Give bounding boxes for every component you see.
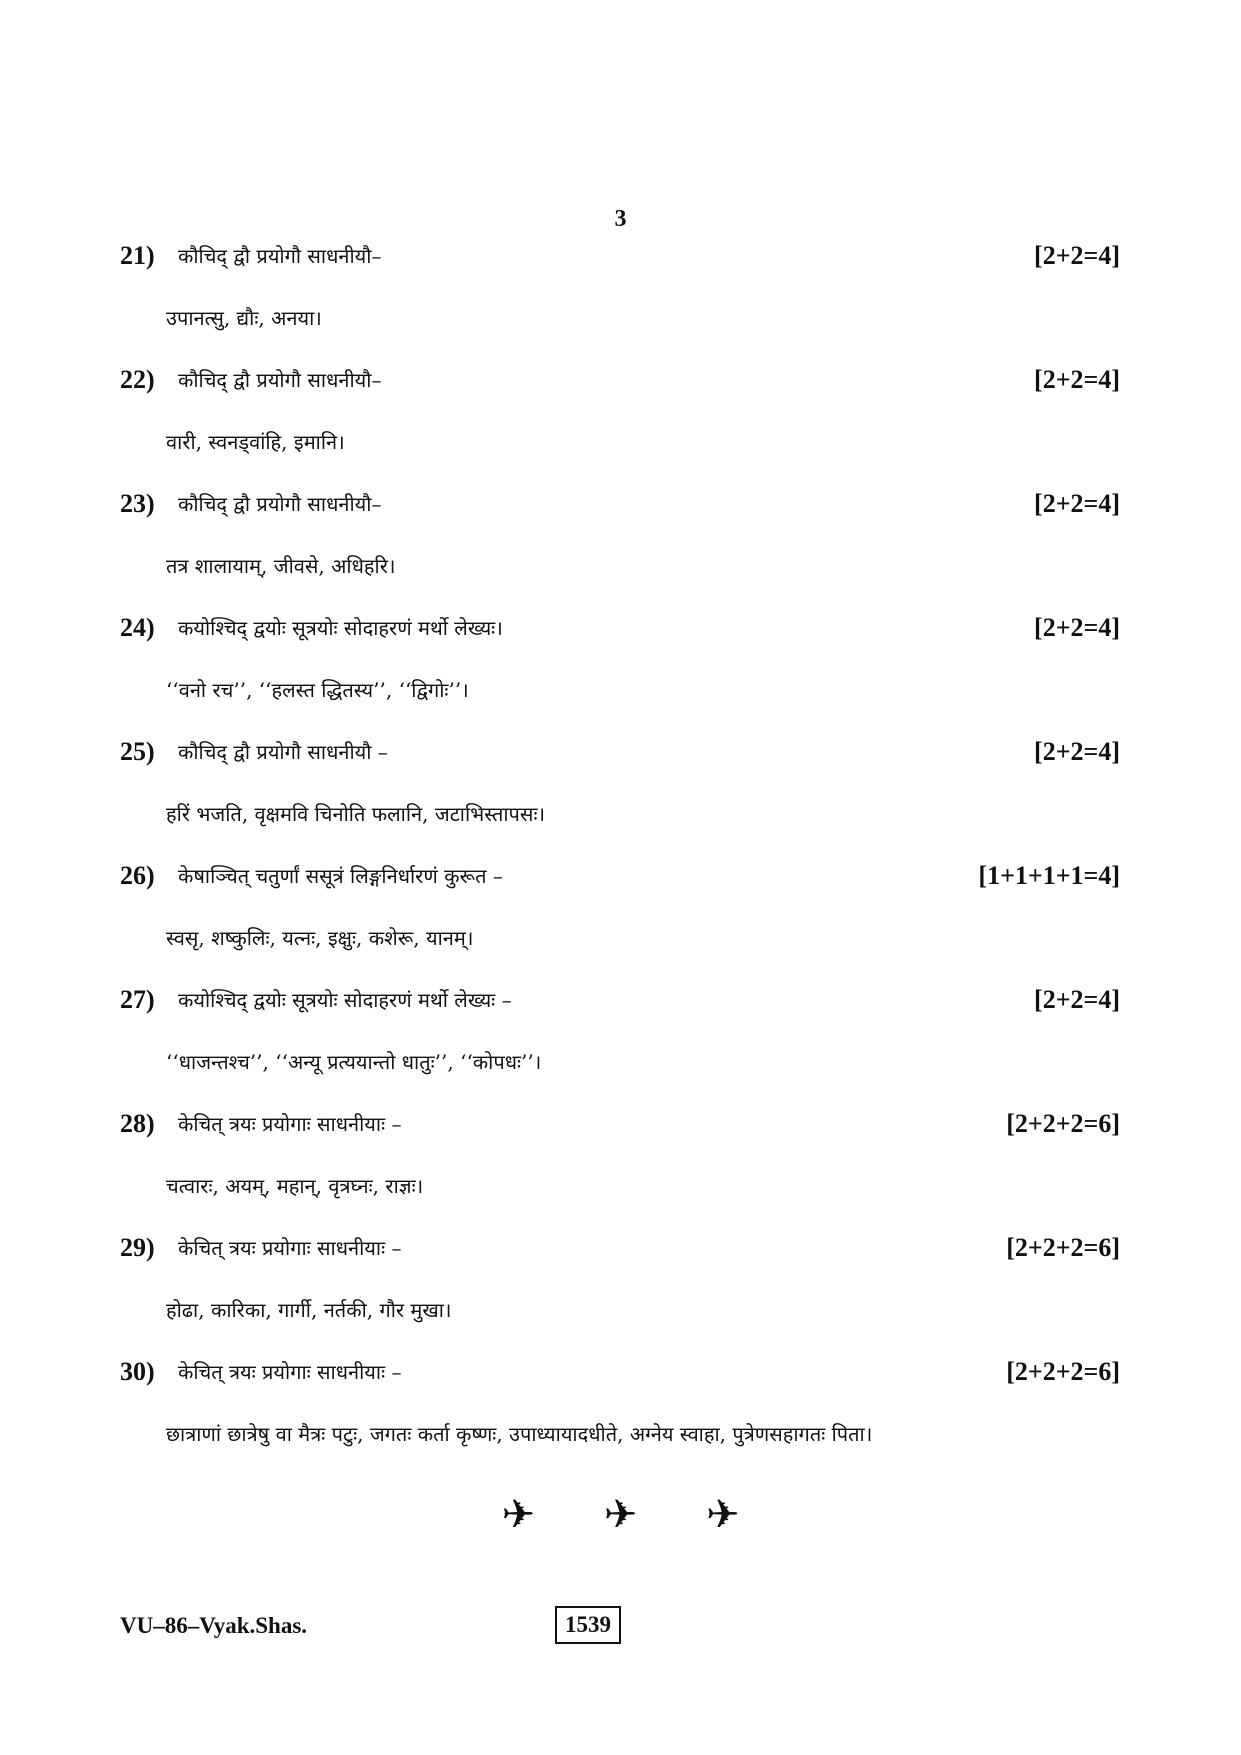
question-items: छात्राणां छात्रेषु वा मैत्रः पटुः, जगतः कर्ता कृष्णः, उपाध्यायादधीते, अग्नेय स्वाहा, पुत्रेणसहागतः पिता। [166,1422,873,1446]
question-27 [120,980,1120,1104]
question-marks: [2+2+2=6] [1006,1357,1120,1386]
question-22 [120,360,1120,484]
question-number: 26) [120,861,155,890]
question-items: ‘‘वनो रच’’, ‘‘हलस्त द्धितस्य’’, ‘‘द्विगोः’’। [166,678,469,702]
question-28 [120,1104,1120,1228]
question-26 [120,856,1120,980]
question-items: होढा, कारिका, गार्गी, नर्तकी, गौर मुखा। [166,1298,452,1322]
question-marks: [2+2=4] [1034,613,1120,642]
airplane-icon: ✈ [603,1492,638,1538]
question-25 [120,732,1120,856]
question-items: वारी, स्वनड्वांहि, इमानि। [166,430,345,454]
question-marks: [2+2=4] [1034,985,1120,1014]
question-number: 23) [120,489,155,518]
end-of-paper-marks [0,1490,1241,1540]
question-21 [120,236,1120,360]
question-text: कौचिद् द्वौ प्रयोगौ साधनीयौ – [178,740,388,764]
question-number: 25) [120,737,155,766]
question-text: कौचिद् द्वौ प्रयोगौ साधनीयौ– [178,368,382,392]
question-text: कयोश्चिद् द्वयोः सूत्रयोः सोदाहरणं मर्थो लेख्यः – [178,988,512,1012]
question-marks: [2+2=4] [1034,241,1120,270]
question-items: स्वसृ, शष्कुलिः, यत्नः, इक्षुः, कशेरू, यानम्। [166,926,474,950]
question-text: केचित् त्रयः प्रयोगाः साधनीयाः – [178,1112,402,1136]
airplane-icon: ✈ [705,1492,740,1538]
question-number: 21) [120,241,155,270]
question-text: केषाञ्चित् चतुर्णां ससूत्रं लिङ्गनिर्धारणं कुरूत – [178,864,503,888]
paper-code: VU–86–Vyak.Shas. [120,1613,308,1638]
question-number: 22) [120,365,155,394]
question-marks: [2+2=4] [1034,737,1120,766]
question-23 [120,484,1120,608]
question-marks: [2+2+2=6] [1006,1233,1120,1262]
question-items: चत्वारः, अयम्, महान्, वृत्रघ्नः, राज्ञः। [166,1174,424,1198]
question-marks: [2+2=4] [1034,489,1120,518]
question-text: कयोश्चिद् द्वयोः सूत्रयोः सोदाहरणं मर्थो लेख्यः। [178,616,503,640]
airplane-icon: ✈ [501,1492,536,1538]
question-items: ‘‘धाजन्तश्च’’, ‘‘अन्यू प्रत्ययान्तो धातुः’’, ‘‘कोपधः’’। [166,1050,542,1074]
question-text: केचित् त्रयः प्रयोगाः साधनीयाः – [178,1360,402,1384]
question-text: कौचिद् द्वौ प्रयोगौ साधनीयौ– [178,244,382,268]
question-30 [120,1352,1120,1476]
question-marks: [2+2+2=6] [1006,1109,1120,1138]
page-number: 3 [614,206,627,232]
question-number: 24) [120,613,155,642]
paper-number-box: 1539 [555,1606,621,1644]
question-24 [120,608,1120,732]
question-marks: [2+2=4] [1034,365,1120,394]
question-items: उपानत्सु, द्यौः, अनया। [166,306,322,330]
question-number: 28) [120,1109,155,1138]
question-number: 30) [120,1357,155,1386]
question-text: कौचिद् द्वौ प्रयोगौ साधनीयौ– [178,492,382,516]
question-text: केचित् त्रयः प्रयोगाः साधनीयाः – [178,1236,402,1260]
question-items: तत्र शालायाम्, जीवसे, अधिहरि। [166,554,396,578]
question-items: हरिं भजति, वृक्षमवि चिनोति फलानि, जटाभिस्तापसः। [166,802,546,826]
question-number: 29) [120,1233,155,1262]
question-29 [120,1228,1120,1352]
question-marks: [1+1+1+1=4] [978,861,1120,890]
question-list [120,236,1120,1476]
question-number: 27) [120,985,155,1014]
